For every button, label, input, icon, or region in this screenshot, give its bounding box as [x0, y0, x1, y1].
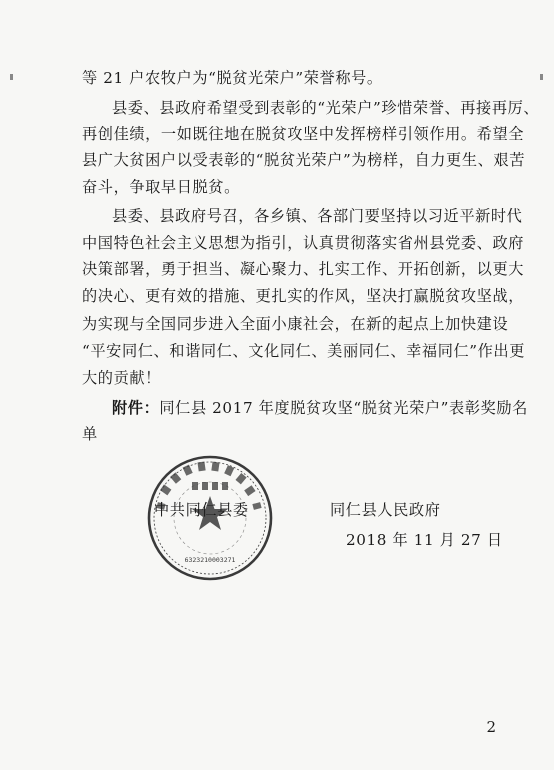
body-line: 决策部署，勇于担当、凝心聚力、扎实工作、开拓创新，以更大: [82, 260, 525, 278]
body-line: 为实现与全国同步进入全面小康社会，在新的起点上加快建设: [82, 315, 509, 333]
body-line: 的决心、更有效的措施、更扎实的作风，坚决打赢脱贫攻坚战，: [82, 287, 525, 305]
seal-number: 6323210003271: [184, 556, 236, 564]
scan-mark: [10, 74, 13, 80]
body-line: 奋斗，争取早日脱贫。: [82, 178, 240, 196]
signer-government: 同仁县人民政府: [330, 501, 441, 519]
body-line: 中国特色社会主义思想为指引，认真贯彻落实省州县党委、政府: [82, 234, 525, 252]
attachment-line-2: 单: [82, 425, 98, 443]
attachment-label: 附件：: [112, 399, 160, 417]
attachment-text: 同仁县 2017 年度脱贫攻坚“脱贫光荣户”表彰奖励名: [159, 399, 528, 417]
body-line: 县广大贫困户以受表彰的“脱贫光荣户”为榜样，自力更生、艰苦: [82, 151, 525, 169]
attachment-line: [112, 398, 528, 418]
body-line: 县委、县政府号召，各乡镇、各部门要坚持以习近平新时代: [112, 207, 523, 225]
scan-mark: [540, 74, 543, 80]
body-line: 再创佳绩，一如既往地在脱贫攻坚中发挥榜样引领作用。希望全: [82, 125, 525, 143]
body-line: 等 21 户农牧户为“脱贫光荣户”荣誉称号。: [82, 69, 383, 87]
signature-date: 2018 年 11 月 27 日: [346, 531, 503, 549]
body-line: 县委、县政府希望受到表彰的“光荣户”珍惜荣誉、再接再厉、: [112, 99, 540, 117]
body-line: “平安同仁、和谐同仁、文化同仁、美丽同仁、幸福同仁”作出更: [82, 342, 525, 360]
body-line: 大的贡献！: [82, 369, 161, 387]
page-number: 2: [486, 718, 496, 736]
signer-party-committee: 中共同仁县委: [154, 501, 249, 519]
